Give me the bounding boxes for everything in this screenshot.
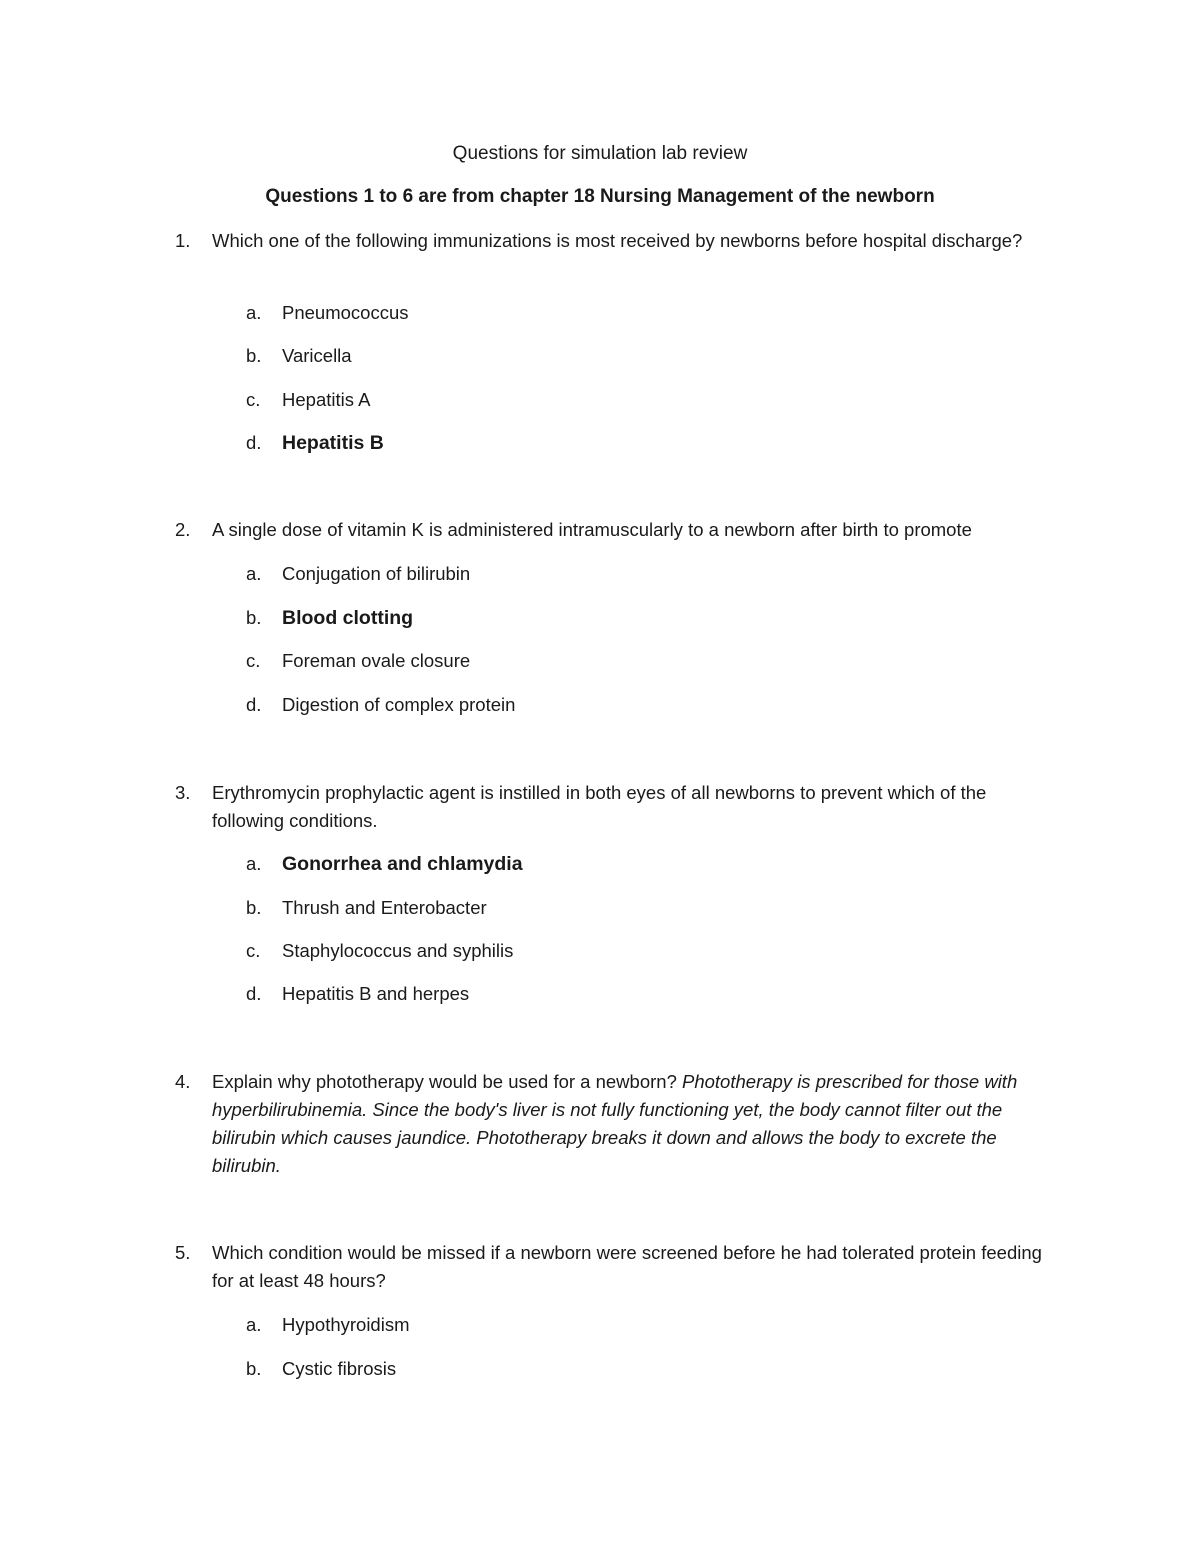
option-letter: b. — [246, 345, 262, 366]
question-4 — [175, 1068, 1055, 1180]
option-letter: b. — [246, 607, 262, 628]
option-letter: a. — [246, 1314, 262, 1335]
question-1 — [175, 227, 1055, 255]
option-label: Hepatitis B — [282, 432, 384, 454]
section-subtitle: Questions 1 to 6 are from chapter 18 Nursing Management of the newborn — [265, 186, 935, 207]
option-letter: a. — [246, 853, 262, 874]
question-text-with-answer — [212, 1068, 1055, 1180]
question-number: 5. — [175, 1242, 191, 1263]
question-2 — [175, 516, 1055, 544]
option-label: Digestion of complex protein — [282, 694, 516, 715]
option-letter: d. — [246, 694, 262, 715]
question-text: Which condition would be missed if a newborn were screened before he had tolerated protein feeding for at least 48 hours? — [212, 1242, 1042, 1291]
option-label: Hepatitis A — [282, 389, 371, 410]
question-text: A single dose of vitamin K is administered intramuscularly to a newborn after birth to promote — [212, 519, 972, 540]
option-label: Staphylococcus and syphilis — [282, 940, 514, 961]
question-number: 3. — [175, 782, 191, 803]
question-number: 2. — [175, 519, 191, 540]
option-label: Cystic fibrosis — [282, 1358, 397, 1379]
question-number: 4. — [175, 1071, 191, 1092]
option-letter: d. — [246, 432, 262, 453]
page-title: Questions for simulation lab review — [452, 143, 748, 164]
option-letter: a. — [246, 563, 262, 584]
option-label: Conjugation of bilirubin — [282, 563, 471, 584]
question-text: Erythromycin prophylactic agent is instilled in both eyes of all newborns to prevent which of the following conditions. — [212, 782, 987, 831]
answer-text: Phototherapy is prescribed for those with hyperbilirubinemia. Since the body's liver is not fully functioning yet, the body cannot filter out the bilirubin which causes jaundice. Phototherapy breaks it down and allows the body to excrete the bilirubin. — [212, 1071, 1018, 1176]
question-number: 1. — [175, 230, 191, 251]
option-label: Thrush and Enterobacter — [282, 897, 487, 918]
option-letter: d. — [246, 983, 262, 1004]
option-label: Hypothyroidism — [282, 1314, 410, 1335]
option-label: Hepatitis B and herpes — [282, 983, 470, 1004]
option-label: Varicella — [282, 345, 352, 366]
question-5 — [175, 1239, 1055, 1295]
question-text: Explain why phototherapy would be used for a newborn? — [212, 1071, 677, 1092]
option-letter: b. — [246, 897, 262, 918]
option-letter: c. — [246, 650, 261, 671]
question-text: Which one of the following immunizations is most received by newborns before hospital discharge? — [212, 230, 1023, 251]
option-label: Blood clotting — [282, 607, 414, 629]
option-label: Gonorrhea and chlamydia — [282, 853, 523, 875]
option-label: Foreman ovale closure — [282, 650, 471, 671]
option-label: Pneumococcus — [282, 302, 409, 323]
option-letter: a. — [246, 302, 262, 323]
option-letter: b. — [246, 1358, 262, 1379]
option-letter: c. — [246, 389, 261, 410]
option-letter: c. — [246, 940, 261, 961]
question-3 — [175, 779, 1055, 835]
